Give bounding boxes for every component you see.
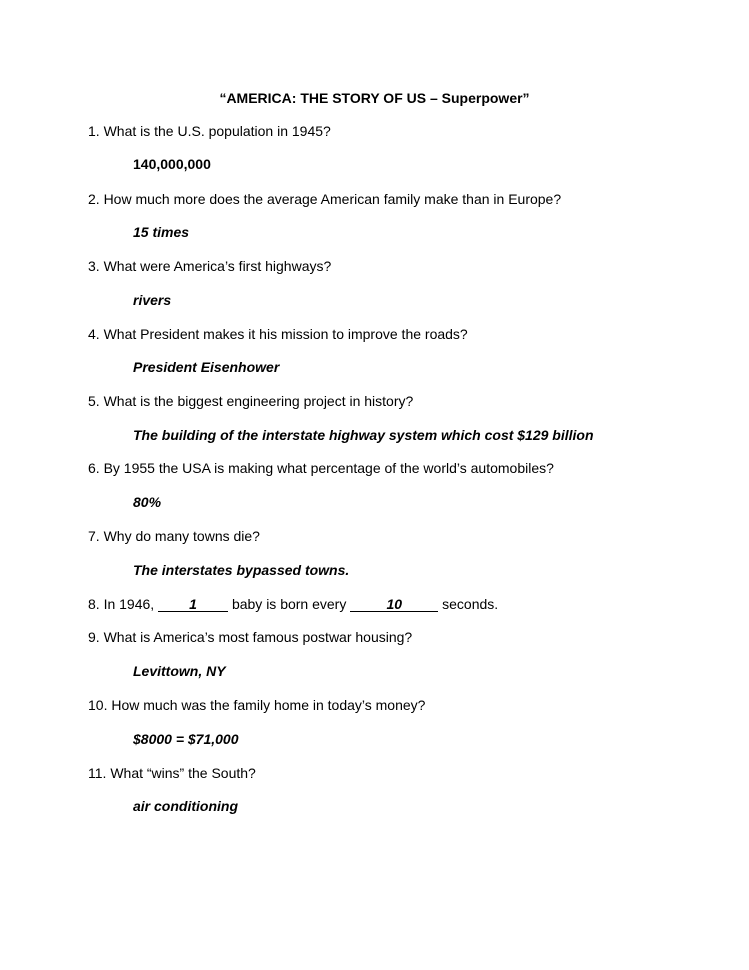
question-2: 2. How much more does the average American family make than in Europe? (88, 191, 562, 207)
answer-4: President Eisenhower (133, 359, 280, 375)
question-8-middle: baby is born every (228, 596, 351, 612)
answer-6: 80% (133, 494, 162, 510)
answer-11: air conditioning (133, 798, 238, 814)
question-6: 6. By 1955 the USA is making what percentage of the world’s automobiles? (88, 460, 554, 476)
question-7: 7. Why do many towns die? (88, 528, 260, 544)
answer-1: 140,000,000 (133, 156, 211, 172)
question-8 (88, 595, 498, 613)
question-9: 9. What is America’s most famous postwar housing? (88, 629, 413, 645)
question-5: 5. What is the biggest engineering project in history? (88, 393, 414, 409)
page-title: “AMERICA: THE STORY OF US – Superpower” (219, 90, 530, 106)
answer-2: 15 times (133, 224, 190, 240)
question-3: 3. What were America’s first highways? (88, 258, 332, 274)
answer-9: Levittown, NY (133, 663, 226, 679)
question-4: 4. What President makes it his mission to improve the roads? (88, 326, 468, 342)
answer-8-blank-2: 10 (350, 597, 438, 612)
answer-5: The building of the interstate highway system which cost $129 billion (133, 427, 594, 443)
question-11: 11. What “wins” the South? (88, 765, 256, 781)
answer-3: rivers (133, 292, 172, 308)
answer-10: $8000 = $71,000 (133, 731, 239, 747)
question-8-suffix: seconds. (438, 596, 499, 612)
answer-8-blank-1: 1 (158, 597, 228, 612)
question-10: 10. How much was the family home in today’s money? (88, 697, 426, 713)
question-1: 1. What is the U.S. population in 1945? (88, 123, 331, 139)
answer-7: The interstates bypassed towns. (133, 562, 350, 578)
question-8-prefix: 8. In 1946, (88, 596, 159, 612)
